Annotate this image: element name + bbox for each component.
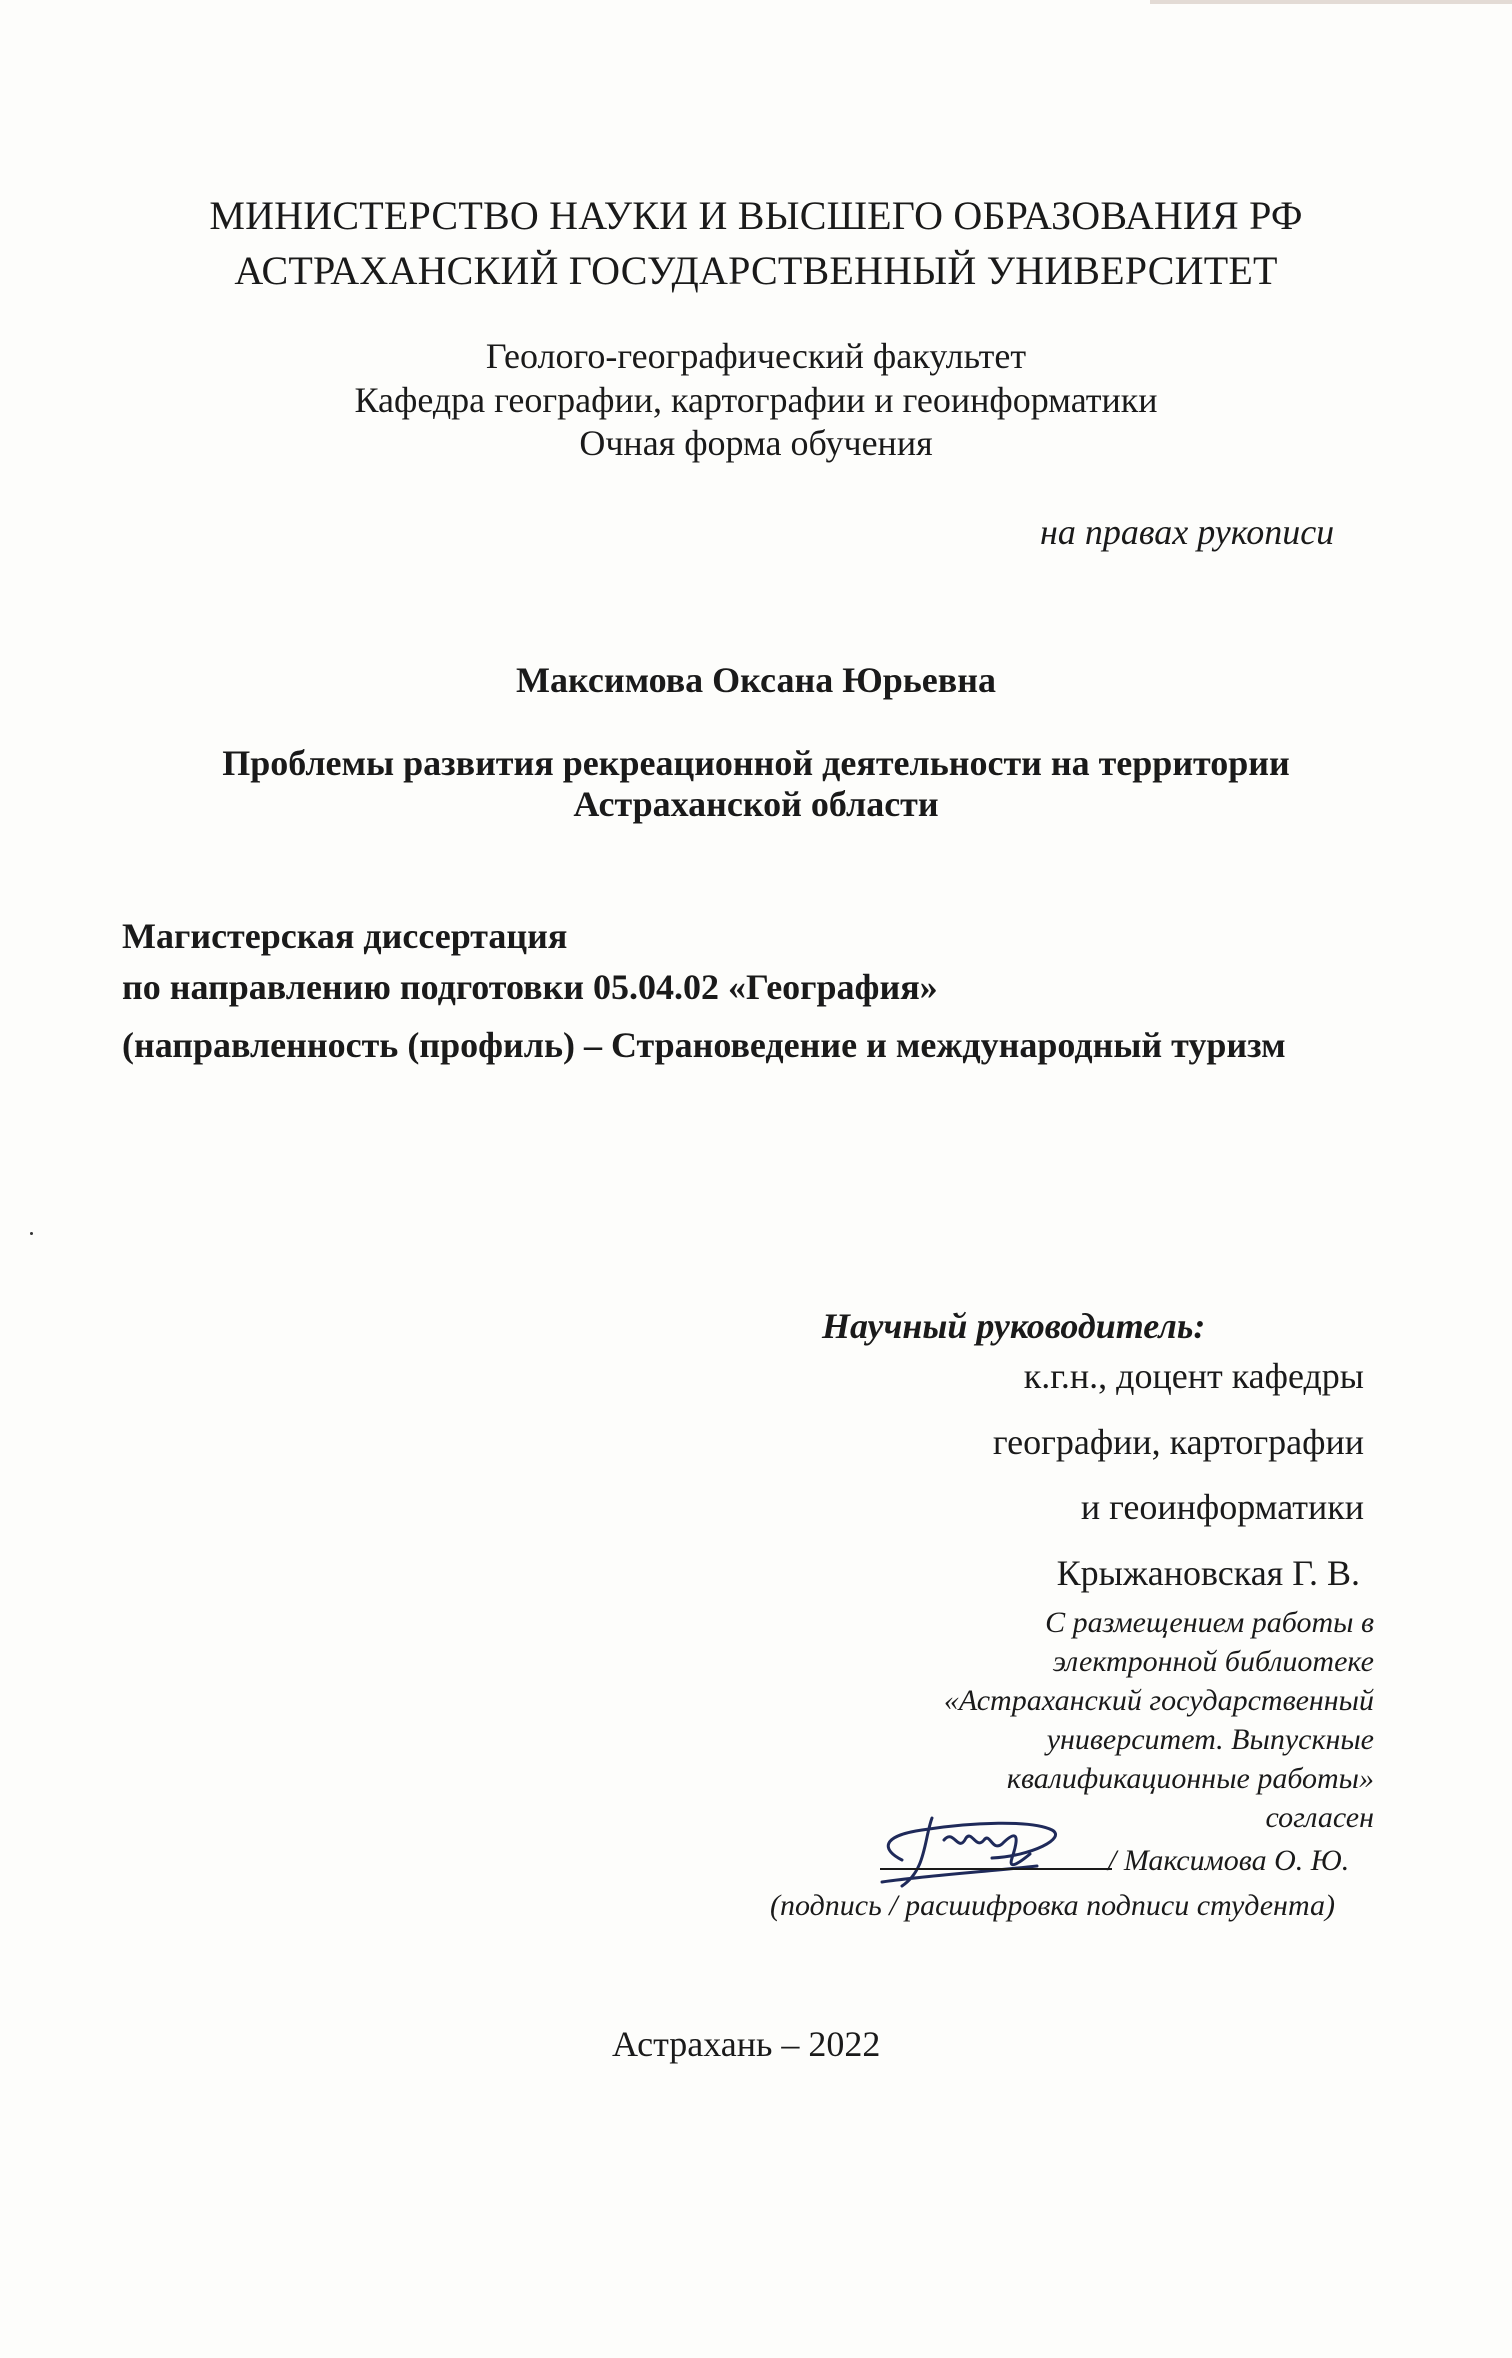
consent-line-3: «Астраханский государственный [943,1684,1374,1717]
work-type-line-3: (направленность (профиль) – Страноведение и международный туризм [122,1025,1286,1065]
city-year: Астрахань – 2022 [612,2024,881,2064]
thesis-title-line-2: Астраханской области [573,784,939,824]
consent-line-4: университет. Выпускные [1046,1723,1374,1756]
consent-line-1: С размещением работы в [1045,1606,1374,1639]
scan-dot [30,1232,33,1235]
study-form: Очная форма обучения [579,423,933,463]
scan-edge-mark [1150,0,1512,4]
supervisor-degree: к.г.н., доцент кафедры [1023,1356,1364,1396]
university-name: АСТРАХАНСКИЙ ГОСУДАРСТВЕННЫЙ УНИВЕРСИТЕТ [234,248,1278,293]
department-name: Кафедра географии, картографии и геоинформатики [354,380,1158,420]
manuscript-note: на правах рукописи [1040,512,1335,552]
ministry-name: МИНИСТЕРСТВО НАУКИ И ВЫСШЕГО ОБРАЗОВАНИЯ РФ [209,193,1303,238]
supervisor-name: Крыжановская Г. В. [1056,1553,1360,1593]
signature-line [880,1868,1112,1870]
work-type-line-1: Магистерская диссертация [122,916,568,956]
supervisor-heading: Научный руководитель: [822,1306,1206,1346]
student-signature-image [862,1800,1112,1892]
signature-name: / Максимова О. Ю. [1108,1844,1350,1877]
supervisor-department-1: географии, картографии [992,1422,1364,1462]
consent-line-6: согласен [1265,1801,1374,1834]
faculty-name: Геолого-географический факультет [485,336,1027,376]
consent-line-5: квалификационные работы» [1006,1762,1374,1795]
signature-caption: (подпись / расшифровка подписи студента) [770,1889,1335,1922]
supervisor-department-2: и геоинформатики [1080,1487,1364,1527]
thesis-title-line-1: Проблемы развития рекреационной деятельности на территории [222,743,1290,783]
consent-line-2: электронной библиотеке [1052,1645,1374,1678]
work-type-line-2: по направлению подготовки 05.04.02 «География» [122,967,938,1007]
author-name: Максимова Оксана Юрьевна [516,660,996,700]
